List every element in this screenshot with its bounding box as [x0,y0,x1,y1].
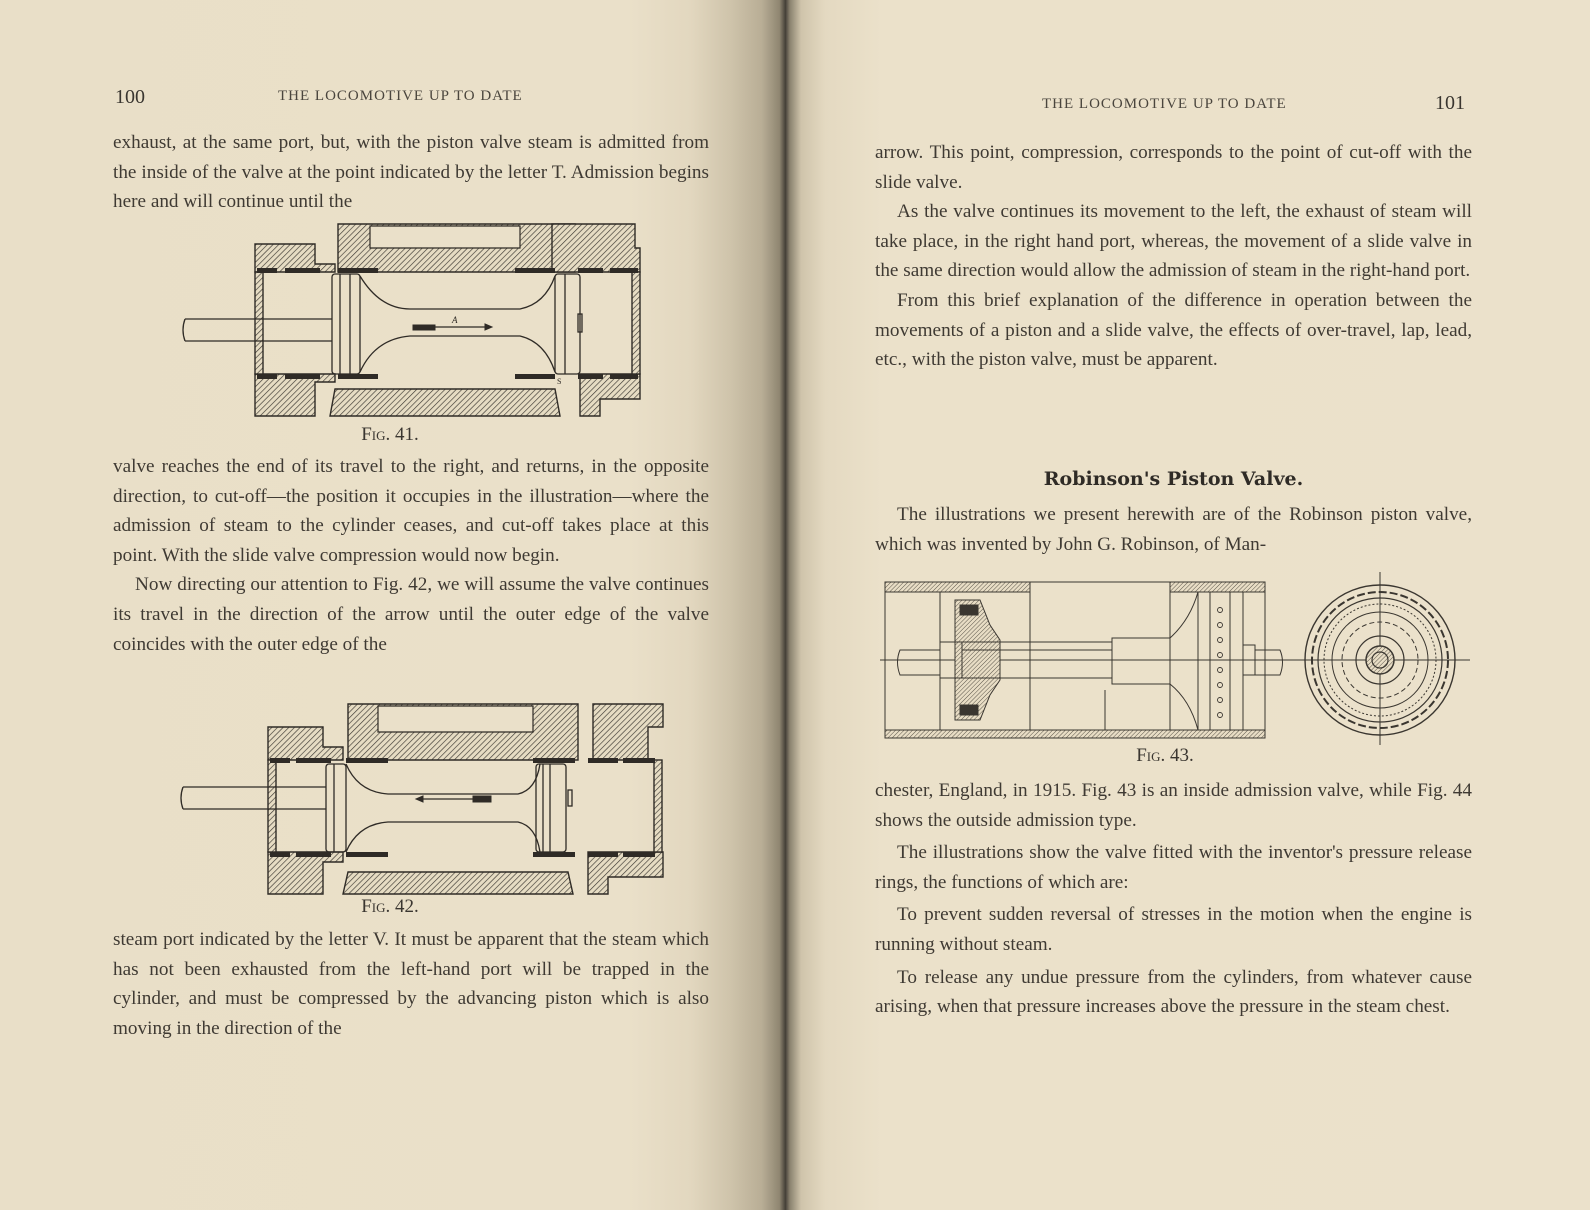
paragraph [113,925,709,1043]
paragraph-text: From this brief explanation of the difference in operation between the movements of a piston and a slide valve, the effects of over-travel, lap, lead, etc., with the piston valve, must be apparent. [875,289,1472,371]
paragraph-text: The illustrations show the valve fitted with the inventor's pressure release rings, the functions of which are: [875,842,1472,893]
paragraph-text: The illustrations we present herewith are of the Robinson piston valve, which was invented by John G. Robinson, of Man- [875,504,1472,555]
paragraph-group [875,138,1472,375]
figure-42-caption: Fig. 42. [361,896,419,917]
paragraph-text: exhaust, at the same port, but, with the piston valve steam is admitted from the inside of the valve at the point indicated by the letter T. Admission begins here and will continue until the [113,132,709,213]
paragraph-group [875,776,1472,1022]
paragraph-text: steam port indicated by the letter V. It must be apparent that the steam which has not been exhausted from the left-hand port will be trapped in the cylinder, and must be compressed by the advancing piston which is also moving in the direction of the [113,929,709,1039]
svg-text:A: A [452,315,458,325]
left-page [0,0,785,1210]
figure-43-caption: Fig. 43. [1136,745,1194,766]
paragraph [113,452,709,659]
paragraph-text: valve reaches the end of its travel to the right, and returns, in the opposite direction, to cut-off—the position it occupies in the illustration—where the admission of steam to the cylinder ceases, and cut-off takes place at this point. With the slide valve compression would now begin. [113,456,709,566]
paragraph-text: To release any undue pressure from the cylinders, from whatever cause arising, when that pressure increases above the pressure in the steam chest. [875,966,1472,1018]
figure-43-robinson-valve-diagram [880,580,1480,750]
paragraph-text: To prevent sudden reversal of stresses in the motion when the engine is running without steam. [875,904,1472,955]
paragraph-text: As the valve continues its movement to the left, the exhaust of steam will take place, in the right hand port, whereas, the movement of a slide valve in the same direction would allow the admission of steam in the right-hand port. [875,201,1472,282]
figure-41-caption: Fig. 41. [361,424,419,445]
figure-41-piston-valve-diagram [180,224,650,424]
page-number: 101 [1435,92,1465,114]
section-heading: Robinson's Piston Valve. [1043,468,1304,490]
paragraph-text: Now directing our attention to Fig. 42, we will assume the valve continues its travel in the direction of the arrow until the outer edge of the valve coincides with the outer edge of the [113,574,709,655]
page-number: 100 [115,86,145,108]
right-page [785,0,1590,1210]
svg-text:S: S [557,377,562,386]
paragraph [875,500,1472,559]
figure-42-piston-valve-diagram [178,702,668,902]
paragraph-text: chester, England, in 1915. Fig. 43 is an inside admission valve, while Fig. 44 shows the outside admission type. [875,780,1472,831]
paragraph-text: arrow. This point, compression, corresponds to the point of cut-off with the slide valve. [875,142,1472,193]
running-head: THE LOCOMOTIVE UP TO DATE [1042,96,1287,112]
running-head: THE LOCOMOTIVE UP TO DATE [278,88,523,104]
paragraph [113,128,709,217]
